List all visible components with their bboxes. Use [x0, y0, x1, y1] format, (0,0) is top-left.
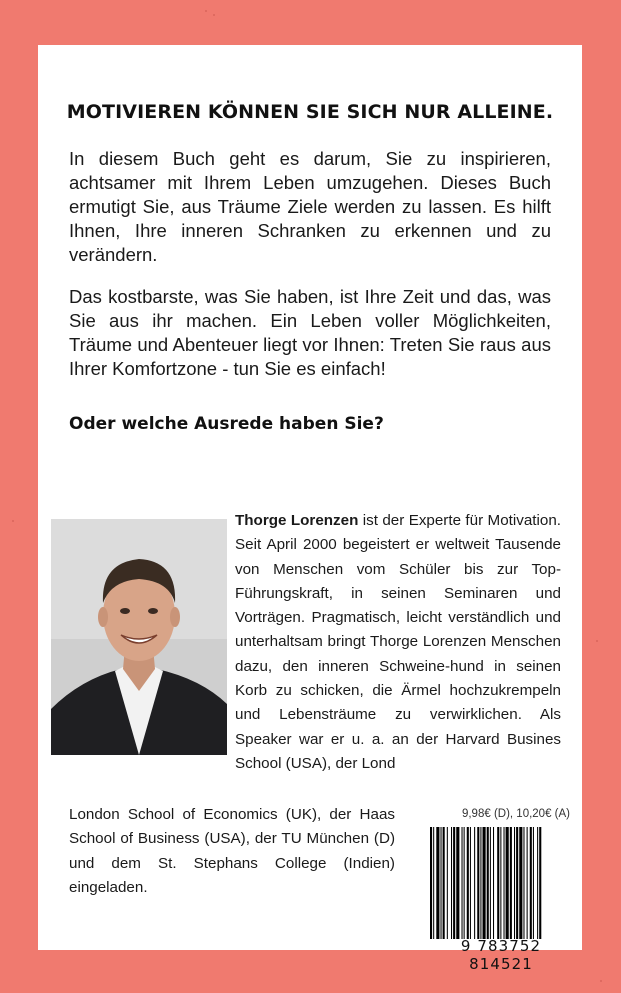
author-bio-text: ist der Experte für Motivation. Seit April 2000 begeistert er weltweit Tausende von Menschen vom Schüler bis zur Top-Führungskraft, in seinen Seminaren und Vorträgen. Pragmatisch, leicht verständlich und unterhaltsam bringt Thorge Lorenzen Menschen dazu, den inneren Schweine-hund in seinen Korb zu schicken, die Ärmel hochzukrempeln und Lebensträume zu verwirklichen. Als Speaker war er u. a. an der Harvard Busines School (USA), der Lond [235, 512, 561, 772]
speck [600, 980, 602, 982]
barcode-bar [497, 827, 499, 939]
barcode-bar [451, 827, 452, 939]
barcode-bar [487, 827, 489, 939]
barcode-bar [533, 827, 534, 939]
barcode-bar [474, 827, 475, 939]
barcode-bar [477, 827, 479, 939]
second-paragraph: Das kostbarste, was Sie haben, ist Ihre Zeit und das, was Sie aus ihr machen. Ein Leben voller Möglichkeiten, Träume und Abenteuer liegt vor Ihnen: Treten Sie raus aus Ihrer Komfortzone - tun Sie es einfach! [69, 286, 551, 379]
barcode-bar [490, 827, 491, 939]
speck [12, 520, 14, 522]
barcode-bar [514, 827, 515, 939]
barcode-bar [483, 827, 486, 939]
barcode-bar [493, 827, 494, 939]
barcode-bar [443, 827, 445, 939]
speck [205, 10, 207, 12]
author-bio-continued: London School of Economics (UK), der Haas School of Business (USA), der TU München (D) und dem St. Stephans College (Indien) eingeladen. [69, 806, 395, 896]
author-bio [235, 509, 561, 776]
barcode-bar [527, 827, 528, 939]
headline: MOTIVIEREN KÖNNEN SIE SICH NUR ALLEINE. [66, 101, 554, 123]
speck [596, 640, 598, 642]
author-name: Thorge Lorenzen [235, 512, 359, 529]
barcode-bar [539, 827, 541, 939]
author-portrait-icon [51, 519, 227, 755]
barcode-bar [441, 827, 442, 939]
barcode [428, 827, 572, 939]
barcode-bar [433, 827, 434, 939]
barcode-bar [530, 827, 532, 939]
barcode-bar [523, 827, 524, 939]
barcode-bar [436, 827, 439, 939]
barcode-bar [537, 827, 538, 939]
barcode-bar [516, 827, 518, 939]
barcode-bar [462, 827, 463, 939]
barcode-bar [453, 827, 455, 939]
barcode-bar [480, 827, 481, 939]
closing-question: Oder welche Ausrede haben Sie? [69, 414, 384, 434]
barcode-bar [510, 827, 512, 939]
price-label: 9,98€ (D), 10,20€ (A) [461, 808, 570, 820]
barcode-bar [467, 827, 469, 939]
barcode-bar [447, 827, 448, 939]
barcode-bar [430, 827, 432, 939]
barcode-bar [470, 827, 471, 939]
barcode-bar [504, 827, 505, 939]
back-cover-panel [38, 45, 582, 973]
barcode-bar [519, 827, 522, 939]
intro-paragraph: In diesem Buch geht es darum, Sie zu inspirieren, achtsamer mit Ihrem Leben umzugehen. Dieses Buch ermutigt Sie, aus Träume Ziele werden zu lassen. Es hilft Ihnen, Ihre inneren Schranken zu erkennen und zu verändern. [69, 148, 551, 265]
barcode-bar [456, 827, 459, 939]
barcode-bar [500, 827, 501, 939]
barcode-bar [464, 827, 465, 939]
isbn-number: 9 783752 814521 [460, 937, 542, 973]
speck [213, 14, 215, 16]
author-photo [51, 519, 227, 755]
barcode-bar [506, 827, 509, 939]
